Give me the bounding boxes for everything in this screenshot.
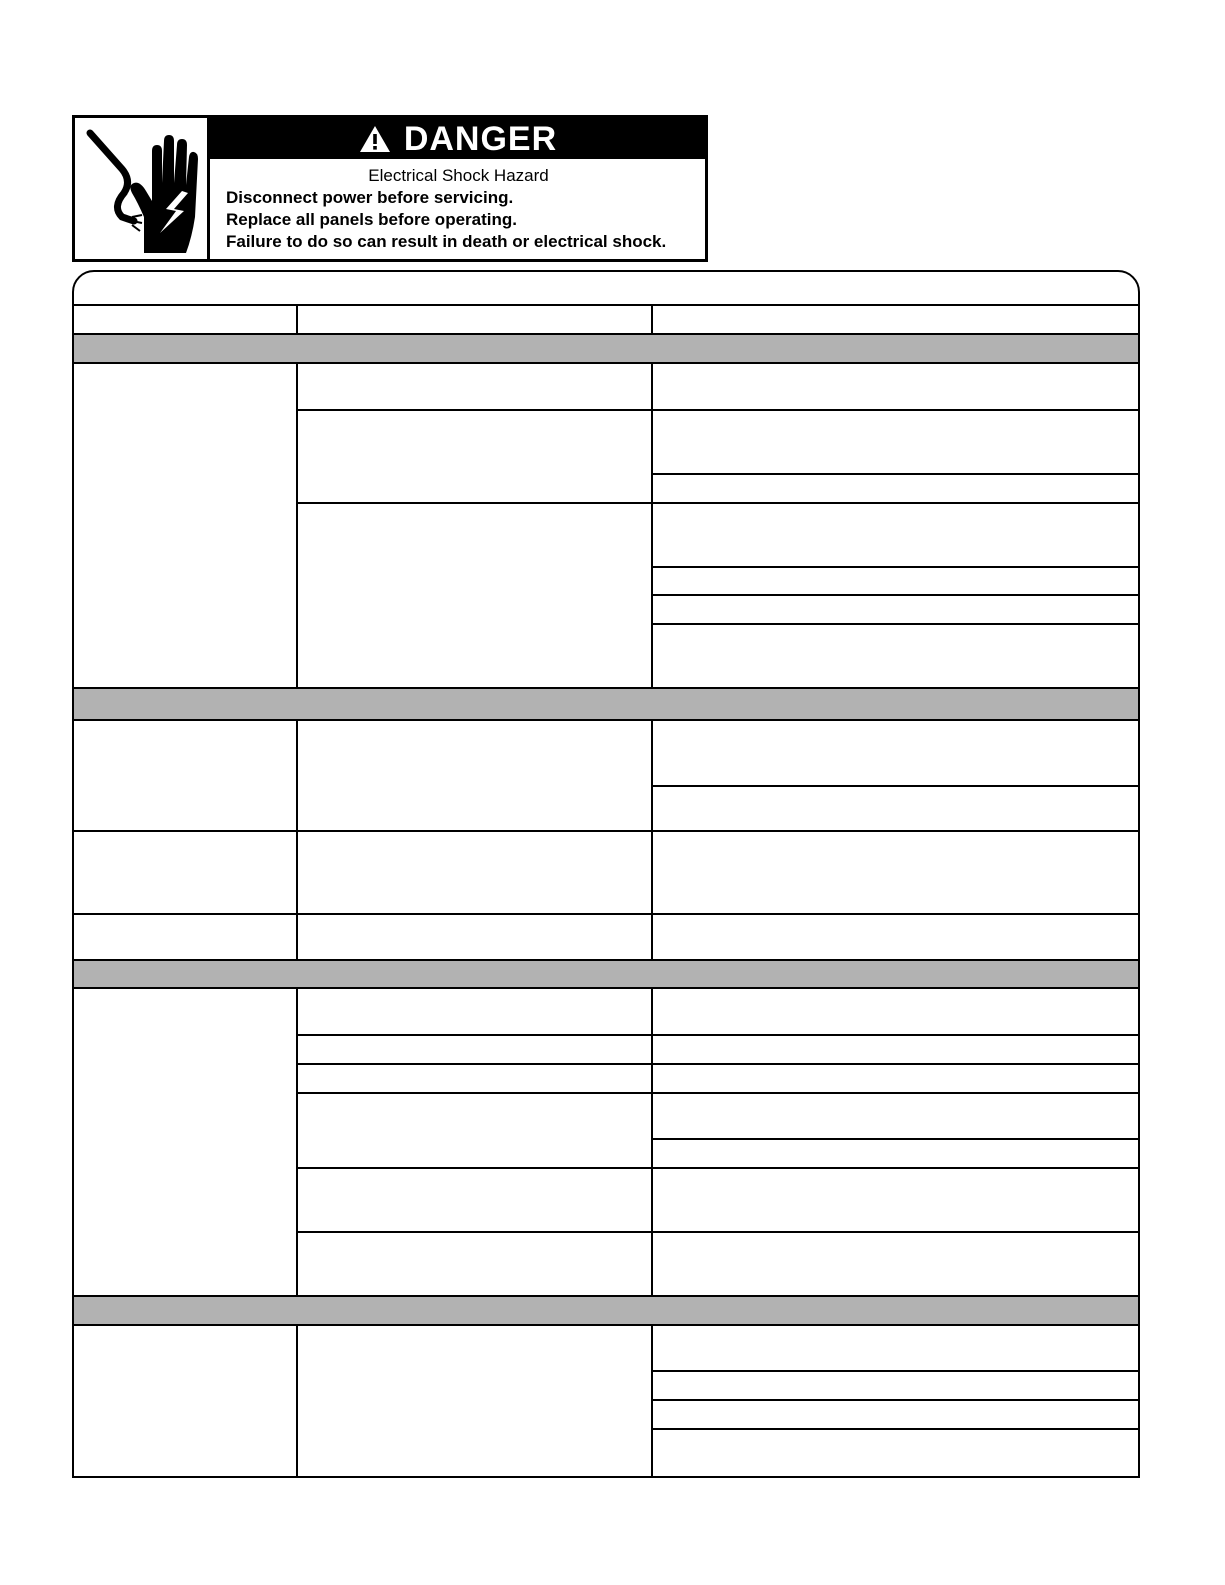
table-rule [651,566,1138,568]
table-rule [296,1167,1138,1169]
danger-signal-word: DANGER [403,119,558,158]
column-divider [296,1325,298,1477]
danger-message [210,159,705,253]
table-rule [651,785,1138,787]
danger-header-bar [210,118,705,159]
column-divider [296,304,298,334]
hazard-instruction: Disconnect power before servicing. [226,188,514,207]
table-rule [296,502,1138,504]
column-divider [651,720,653,960]
table-rule [296,1092,1138,1094]
table-rule [296,409,1138,411]
table-rule [74,304,1138,306]
warning-triangle-icon [358,124,392,154]
table-rule [651,1428,1138,1430]
table-rule [74,830,1138,832]
table-section-bar [74,333,1138,364]
table-rule [651,1399,1138,1401]
hazard-instruction: Failure to do so can result in death or electrical shock. [226,232,667,251]
table-rule [651,1370,1138,1372]
table-rule [651,1138,1138,1140]
table-section-bar [74,1295,1138,1326]
column-divider [296,363,298,688]
table-rule [651,473,1138,475]
column-divider [651,304,653,334]
column-divider [651,1325,653,1477]
table-rule [74,913,1138,915]
hazard-title: Electrical Shock Hazard [368,166,549,185]
danger-label [72,115,708,262]
table-rule [296,1231,1138,1233]
hazard-instruction: Replace all panels before operating. [226,210,517,229]
table-rule [296,1063,1138,1065]
column-divider [296,720,298,960]
table-rule [296,1034,1138,1036]
table-rule [651,594,1138,596]
column-divider [651,363,653,688]
table-rule [651,623,1138,625]
electrical-shock-hand-icon [82,121,200,256]
table-section-bar [74,959,1138,989]
table-section-bar [74,687,1138,721]
shock-hazard-pictogram [75,118,210,259]
